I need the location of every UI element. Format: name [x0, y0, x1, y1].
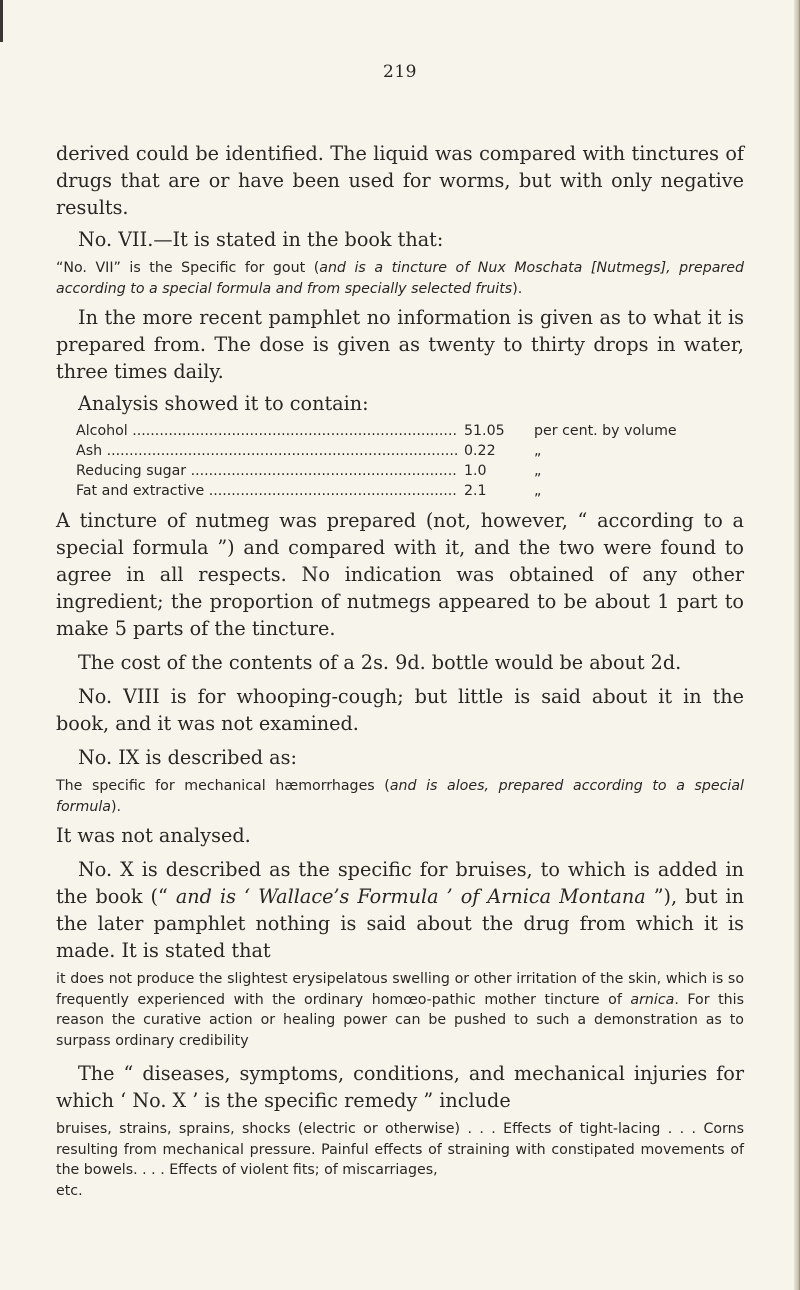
quote-no-x-end: . For this reason the curative action or healing power can be pushed to such a demonstration as to surpass ordinary credibility: [56, 991, 744, 1049]
analysis-value: 51.05: [464, 423, 505, 439]
quote-no-ix-start: The specific for mechanical hæmorrhages (: [56, 778, 390, 794]
page-binding-edge: [794, 0, 800, 1290]
paragraph-cost: The cost of the contents of a 2s. 9d. bottle would be about 2d.: [78, 651, 682, 674]
quote-no-x: [56, 969, 744, 1051]
analysis-unit: „: [534, 463, 542, 479]
paragraph-no-x-start: No. X is described as the specific for bruises, to which is added in the book (“: [56, 858, 744, 908]
paragraph-analysis-intro: Analysis showed it to contain:: [78, 392, 369, 415]
paragraph-not-analysed: It was not analysed.: [56, 824, 251, 847]
binding-shadow-top: [0, 0, 3, 42]
paragraph-no-x-italic: and is ‘ Wallace’s Formula ’ of Arnica Montana: [167, 885, 654, 908]
paragraph-derived: derived could be identified. The liquid was compared with tinctures of drugs that are or have been used for worms, but with only negative results.: [56, 142, 744, 219]
analysis-table: [76, 421, 744, 501]
paragraph-no-vii: No. VII.—It is stated in the book that:: [78, 228, 444, 251]
paragraph-no-ix: No. IX is described as:: [78, 746, 297, 769]
quote-no-vii-italic: and is a tincture of Nux Moschata [Nutmegs], prepared according to a special formula and from specially selected fruits: [56, 260, 744, 297]
page-body: [56, 140, 744, 1201]
quote-no-x-italic: arnica: [630, 991, 675, 1008]
quote-no-ix-end: ).: [110, 798, 122, 815]
analysis-value: 1.0: [464, 463, 487, 479]
analysis-row: [76, 421, 744, 441]
analysis-unit: „: [534, 483, 542, 499]
paragraph-no-x-end: ”), but in the later pamphlet nothing is said about the drug from which it is made. It is stated that: [56, 885, 744, 962]
paragraph-no-viii: No. VIII is for whooping-cough; but little is said about it in the book, and it was not examined.: [56, 685, 744, 735]
quote-diseases-etc: etc.: [56, 1182, 83, 1199]
analysis-name: Alcohol .....: [76, 421, 458, 441]
paragraph-pamphlet: In the more recent pamphlet no information is given as to what it is prepared from. The dose is given as twenty to thirty drops in water, three times daily.: [56, 306, 744, 383]
quote-diseases: bruises, strains, sprains, shocks (electric or otherwise) . . . Effects of tight-lacing . . . Corns resulting from mechanical pressure. Painful effects of straining with constipated movements of the bowels. . . . Effects of violent fits; of miscarriages,: [56, 1121, 744, 1178]
quote-no-vii: [56, 258, 744, 299]
analysis-unit: „: [534, 443, 542, 459]
paragraph-tincture: A tincture of nutmeg was prepared (not, however, “ according to a special formula ”) and compared with it, and the two were found to agree in all respects. No indication was obtained of any other ingredient; the proportion of nutmegs appeared to be about 1 part to make 5 parts of the tincture.: [56, 509, 744, 640]
quote-no-vii-start: “No. VII” is the Specific for gout (: [56, 260, 320, 276]
analysis-value: 0.22: [464, 443, 496, 459]
quote-no-ix-italic: and is aloes, prepared according to a special formula: [56, 778, 744, 815]
analysis-unit: per cent. by volume: [534, 423, 677, 439]
paragraph-diseases: The “ diseases, symptoms, conditions, and mechanical injuries for which ‘ No. X ’ is the specific remedy ” include: [56, 1062, 744, 1112]
analysis-name: Fat and extractive .....: [76, 481, 458, 501]
paragraph-no-x: [56, 856, 744, 964]
quote-no-vii-end: ).: [512, 280, 523, 297]
analysis-row: [76, 481, 744, 501]
analysis-name: Reducing sugar .....: [76, 461, 458, 481]
analysis-row: [76, 441, 744, 461]
quote-no-ix: [56, 776, 744, 817]
page-number: 219: [383, 62, 417, 82]
analysis-name: Ash .....: [76, 441, 458, 461]
analysis-row: [76, 461, 744, 481]
analysis-value: 2.1: [464, 483, 487, 499]
quote-no-x-start: it does not produce the slightest erysipelatous swelling or other irritation of the skin, which is so frequently experienced with the ordinary homœo-pathic mother tincture of: [56, 971, 744, 1008]
